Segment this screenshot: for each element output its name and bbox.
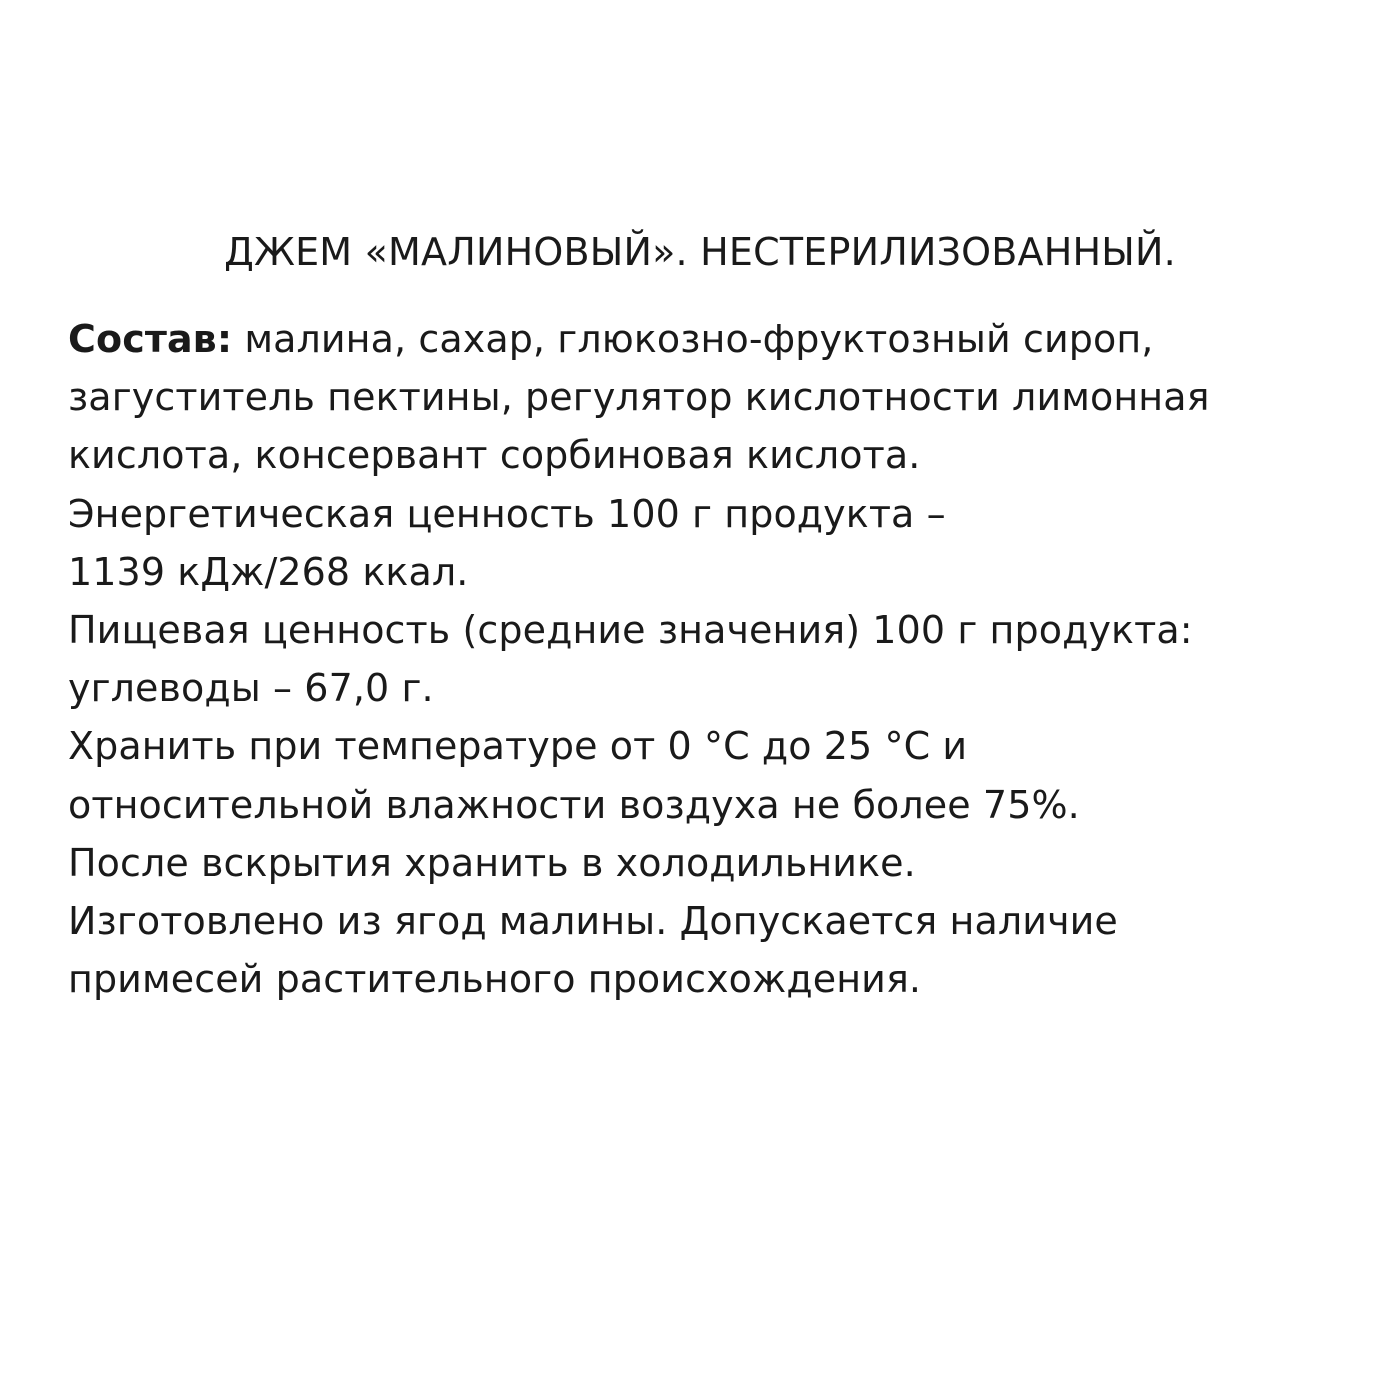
composition-line-3: кислота, консервант сорбиновая кислота. bbox=[68, 433, 921, 478]
label-text-block bbox=[68, 310, 1368, 1008]
storage-humidity-line: относительной влажности воздуха не более 75%. bbox=[68, 782, 1080, 827]
nutrition-value-line: Пищевая ценность (средние значения) 100 г продукта: bbox=[68, 608, 1193, 653]
composition-text: малина, сахар, глюкозно-фруктозный сироп, bbox=[232, 317, 1154, 361]
storage-temperature-line: Хранить при температуре от 0 °С до 25 °С и bbox=[68, 724, 968, 769]
carbohydrates-line: углеводы – 67,0 г. bbox=[68, 666, 434, 711]
composition-line bbox=[68, 310, 1368, 368]
after-opening-line: После вскрытия хранить в холодильнике. bbox=[68, 840, 916, 885]
energy-value-line: Энергетическая ценность 100 г продукта – bbox=[68, 491, 946, 536]
energy-value-amount: 1139 кДж/268 ккал. bbox=[68, 549, 469, 594]
composition-line-2: загуститель пектины, регулятор кислотности лимонная bbox=[68, 375, 1210, 420]
product-title: ДЖЕМ «МАЛИНОВЫЙ». НЕСТЕРИЛИЗОВАННЫЙ. bbox=[224, 230, 1176, 274]
composition-label: Состав: bbox=[68, 317, 233, 361]
impurities-line: примесей растительного происхождения. bbox=[68, 957, 922, 1002]
origin-line: Изготовлено из ягод малины. Допускается наличие bbox=[68, 899, 1118, 944]
